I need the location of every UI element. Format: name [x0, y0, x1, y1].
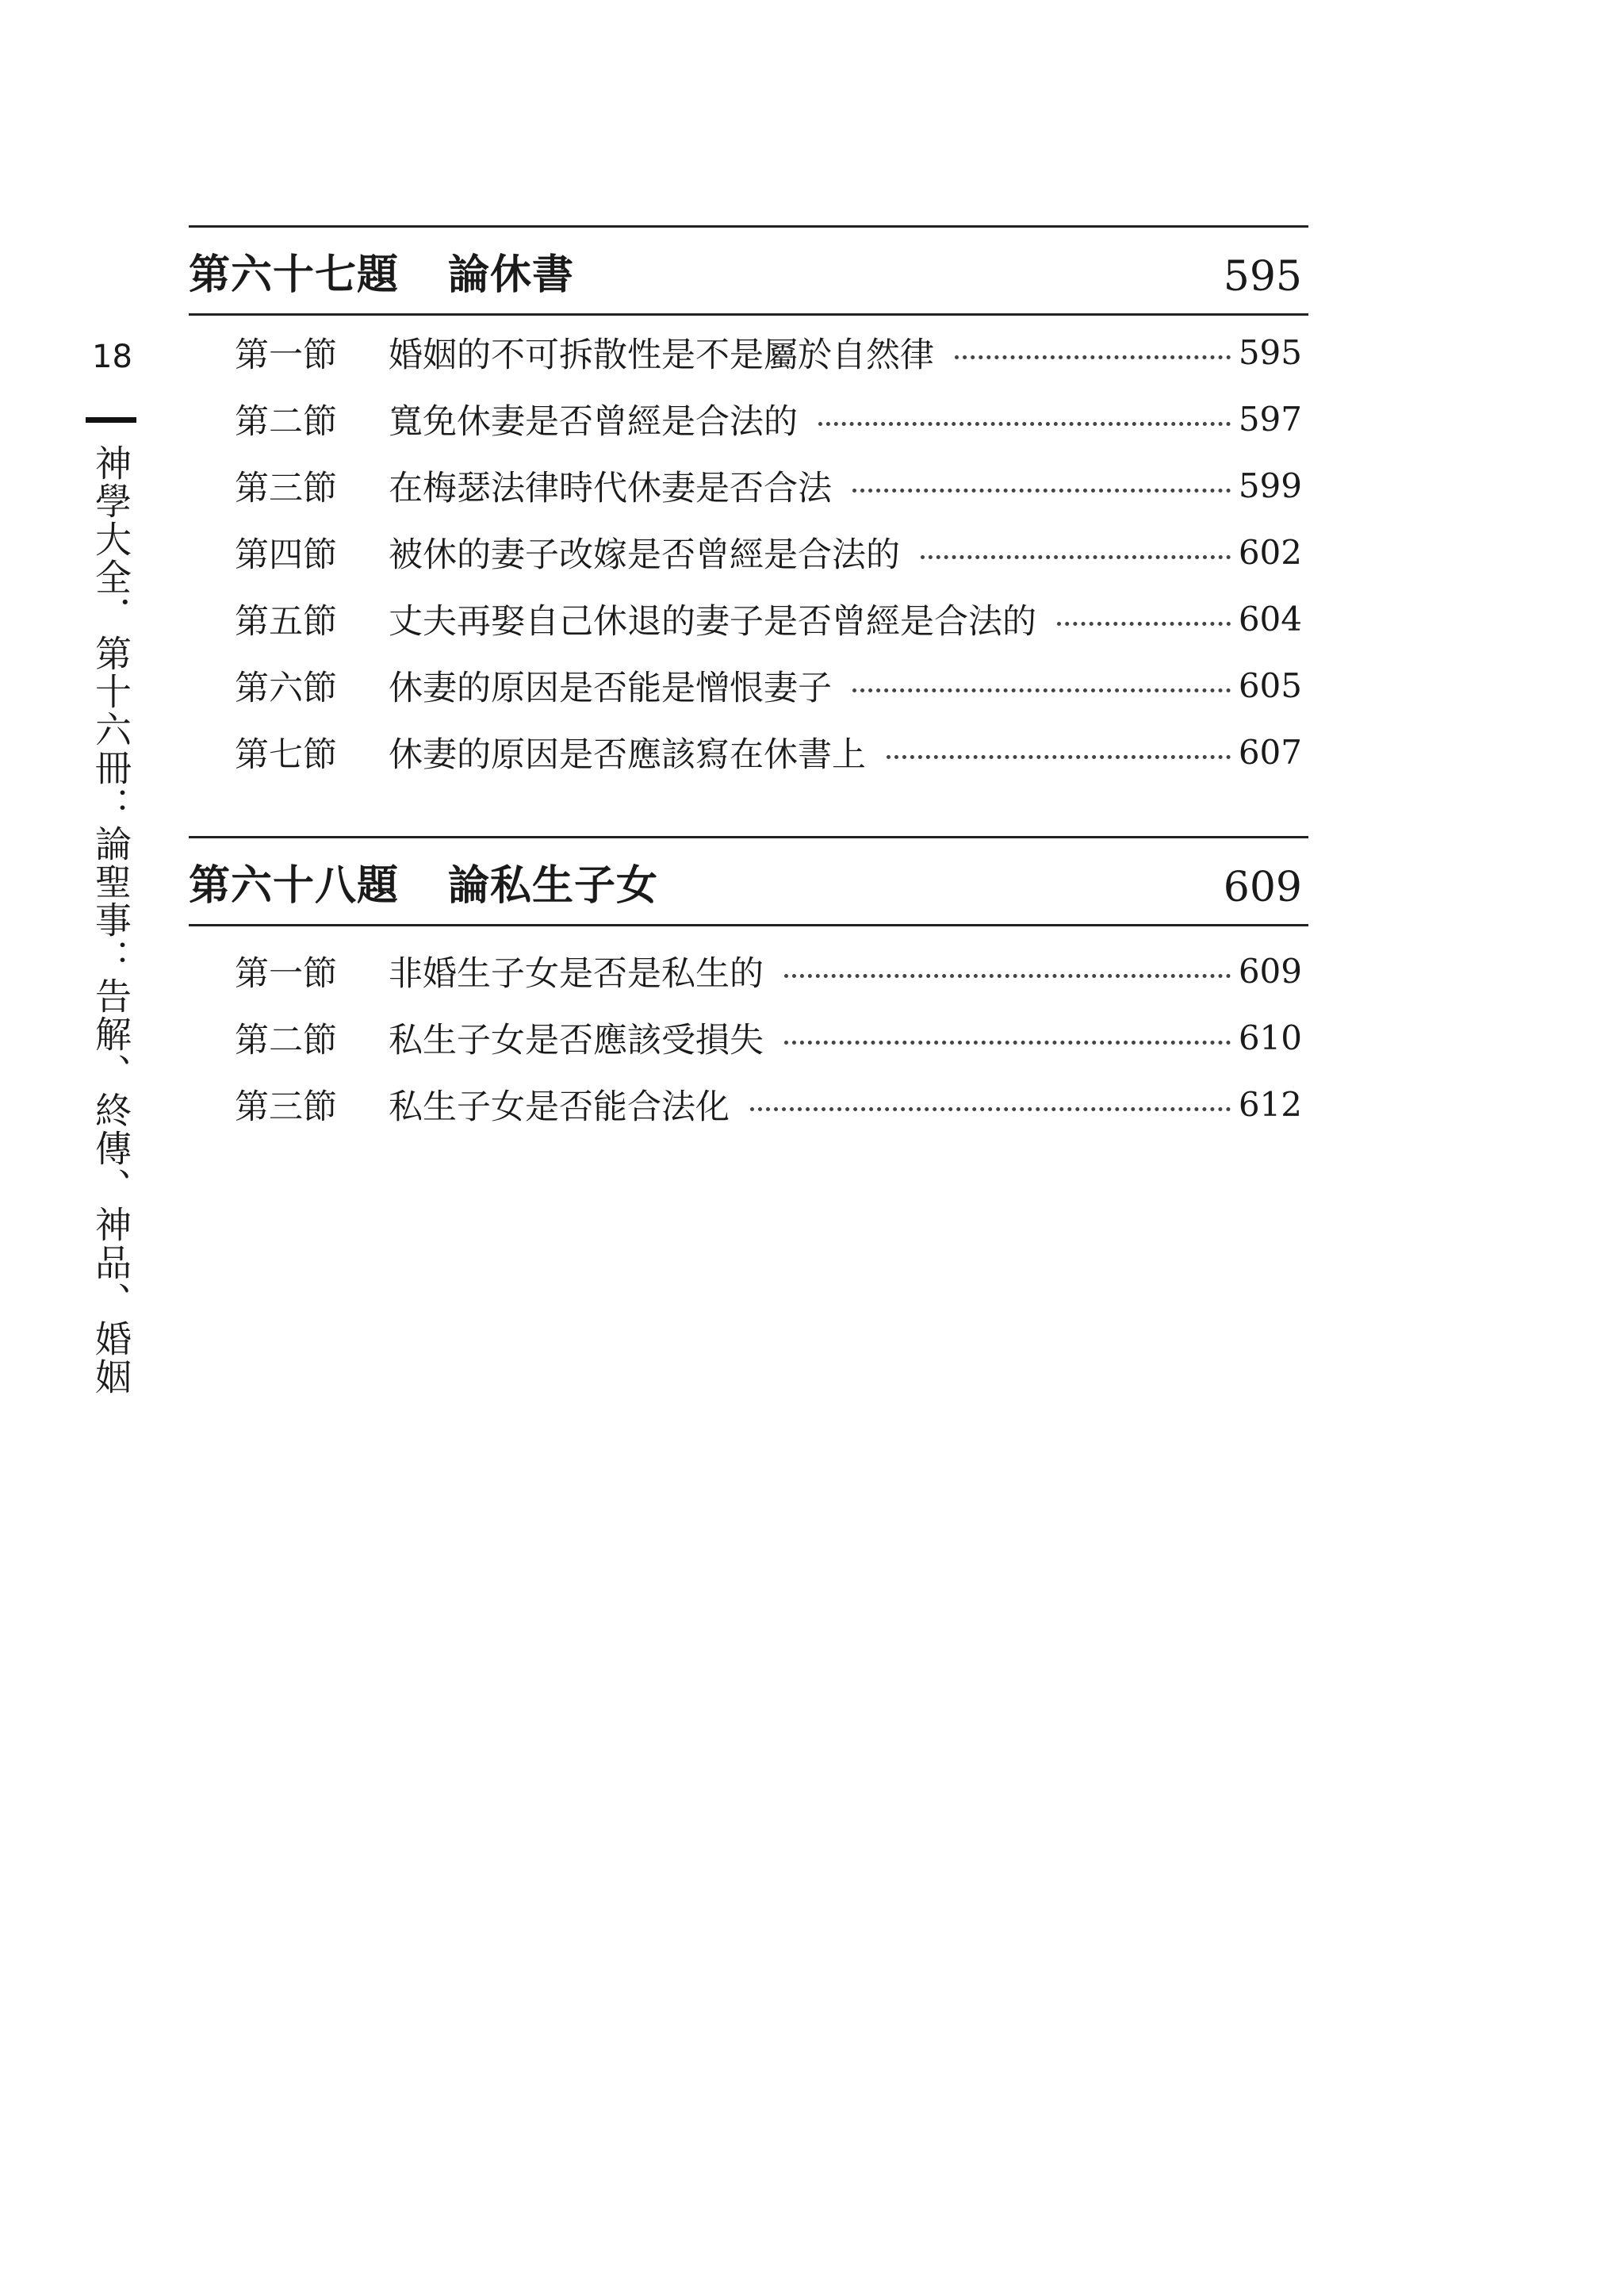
section-page: 607	[1238, 732, 1302, 772]
section-number: 第二節	[235, 1020, 337, 1060]
page-number: 18	[92, 339, 132, 375]
chapter-68	[189, 836, 1308, 1137]
toc-entry[interactable]	[189, 385, 1308, 452]
toc-entry[interactable]	[189, 452, 1308, 519]
section-number: 第三節	[235, 1087, 337, 1127]
dot-leader	[921, 555, 1231, 559]
toc-entry[interactable]	[189, 719, 1308, 785]
chapter-number: 第六十七題	[189, 251, 400, 299]
section-list	[189, 938, 1308, 1137]
dot-leader	[852, 688, 1231, 692]
section-title: 寬免休妻是否曾經是合法的	[389, 401, 798, 442]
section-number: 第六節	[235, 668, 337, 708]
section-number: 第七節	[235, 734, 337, 775]
section-title: 被休的妻子改嫁是否曾經是合法的	[389, 535, 900, 575]
section-number: 第一節	[235, 335, 337, 375]
section-page: 595	[1238, 332, 1302, 372]
section-page: 604	[1238, 599, 1302, 638]
chapter-title: 論私生子女	[448, 861, 659, 910]
section-title: 婚姻的不可拆散性是不是屬於自然律	[389, 335, 934, 375]
dot-leader	[784, 974, 1231, 978]
section-number: 第四節	[235, 535, 337, 575]
section-title: 休妻的原因是否能是憎恨妻子	[389, 668, 832, 708]
dot-leader	[955, 355, 1231, 359]
section-page: 609	[1238, 951, 1302, 991]
section-page: 602	[1238, 532, 1302, 572]
chapter-page: 595	[1223, 253, 1302, 301]
running-title: 神學大全．第十六冊：論聖事：告解、終傳、神品、婚姻	[90, 444, 132, 1396]
section-page: 597	[1238, 399, 1302, 439]
chapter-title: 論休書	[448, 251, 575, 299]
section-title: 私生子女是否應該受損失	[389, 1020, 764, 1060]
section-title: 非婚生子女是否是私生的	[389, 953, 764, 994]
dot-leader	[887, 755, 1231, 759]
section-number: 第三節	[235, 468, 337, 508]
section-page: 612	[1238, 1084, 1302, 1124]
toc-entry[interactable]	[189, 585, 1308, 652]
section-number: 第一節	[235, 953, 337, 994]
section-title: 休妻的原因是否應該寫在休書上	[389, 734, 866, 775]
margin-rule	[86, 417, 136, 423]
toc-entry[interactable]	[189, 519, 1308, 585]
chapter-heading	[189, 836, 1308, 926]
dot-leader	[750, 1107, 1231, 1111]
chapter-67	[189, 225, 1308, 785]
section-list	[189, 319, 1308, 785]
dot-leader	[784, 1041, 1231, 1045]
dot-leader	[818, 422, 1231, 426]
chapter-heading	[189, 225, 1308, 316]
section-number: 第二節	[235, 401, 337, 442]
section-page: 610	[1238, 1018, 1302, 1057]
section-title: 私生子女是否能合法化	[389, 1087, 730, 1127]
section-title: 在梅瑟法律時代休妻是否合法	[389, 468, 832, 508]
toc-entry[interactable]	[189, 319, 1308, 385]
dot-leader	[1057, 622, 1231, 626]
chapter-page: 609	[1223, 864, 1302, 911]
section-page: 599	[1238, 466, 1302, 505]
toc-entry[interactable]	[189, 938, 1308, 1004]
section-title: 丈夫再娶自己休退的妻子是否曾經是合法的	[389, 601, 1036, 642]
section-page: 605	[1238, 665, 1302, 705]
section-number: 第五節	[235, 601, 337, 642]
dot-leader	[852, 489, 1231, 493]
chapter-number: 第六十八題	[189, 861, 400, 910]
toc-entry[interactable]	[189, 1071, 1308, 1137]
toc-entry[interactable]	[189, 1004, 1308, 1071]
toc-entry[interactable]	[189, 652, 1308, 719]
